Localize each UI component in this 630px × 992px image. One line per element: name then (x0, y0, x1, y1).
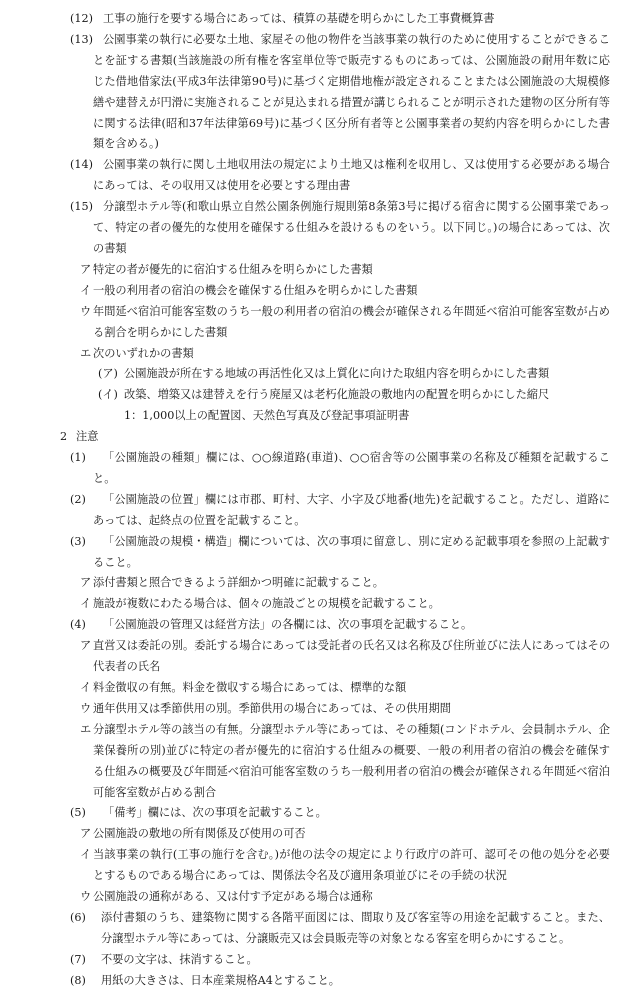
katakana-marker: エ (80, 346, 92, 360)
item-15-u (0, 302, 610, 344)
note-5-a (0, 824, 610, 845)
note-2 (0, 490, 610, 532)
item-number: (15) (70, 200, 93, 214)
sub-item-text: 当該事業の執行(工事の施行を含む。)が他の法令の規定により行政庁の許可、認可その他の処分を必要とするものである場合にあっては、関係法令名及び適用条項並びにその手続の状況 (93, 848, 610, 883)
note-5-i (0, 845, 610, 887)
sub-item-text: 特定の者が優先的に宿泊する仕組みを明らかにした書類 (93, 262, 373, 276)
sub-item-text: 直営又は委託の別。委託する場合にあっては受託者の氏名又は名称及び住所並びに法人にあってはその代表者の氏名 (93, 639, 610, 674)
item-text: 公園事業の執行に必要な土地、家屋その他の物件を当該事業の執行のために使用することができることを証する書類(当該施設の所有権を客室単位等で販売するものにあっては、公園施設の耐用年数に応じた借地借家法(平成3年法律第90号)に基づく定期借地権が設定されることまたは公園施設の大規模修繕や建替えが円滑に実施されることが見込まれる措置が講じられることが明示された建物の区分所有等に関する法律(昭和37年法律第69号)に基づく区分所有者等と公園事業者の契約内容を明らかにした書類を含める。) (93, 32, 610, 151)
note-number: (8) (70, 973, 86, 987)
note-6 (0, 908, 610, 950)
katakana-marker: ア (80, 262, 92, 276)
katakana-marker: イ (80, 283, 92, 297)
notes-heading (0, 427, 610, 448)
sub-sub-item-text: 公園施設が所在する地域の再活性化又は上質化に向けた取組内容を明らかにした書類 (124, 367, 550, 381)
item-15-e-i-continuation: 1：1,000以上の配置図、天然色写真及び登記事項証明書 (124, 409, 410, 423)
note-5 (0, 803, 610, 824)
note-text: 「公園施設の管理又は経営方法」の各欄には、次の事項を記載すること。 (103, 618, 473, 632)
note-text: 「公園施設の規模・構造」欄については、次の事項に留意し、別に定める記載事項を参照の上記載すること。 (93, 534, 610, 569)
item-text: 公園事業の執行に関し土地収用法の規定により土地又は権利を収用し、又は使用する必要がある場合にあっては、その収用又は使用を必要とする理由書 (93, 158, 610, 193)
note-text: 用紙の大きさは、日本産業規格A4とすること。 (101, 973, 340, 987)
note-3-i (0, 594, 610, 615)
katakana-marker: ウ (80, 304, 92, 318)
note-number: (7) (70, 952, 86, 966)
item-13 (0, 30, 610, 155)
note-text: 添付書類のうち、建築物に関する各階平面図には、間取り及び客室等の用途を記載すること。また、分譲型ホテル等にあっては、分譲販売又は会員販売等の対象となる客室を明らかにすること。 (101, 910, 610, 945)
note-4-u (0, 699, 610, 720)
item-number: (14) (70, 158, 93, 172)
item-15-e (0, 344, 610, 365)
note-4-e (0, 720, 610, 804)
item-14 (0, 155, 610, 197)
note-text: 「備考」欄には、次の事項を記載すること。 (103, 806, 327, 820)
note-number: (5) (70, 806, 86, 820)
sub-item-text: 通年供用又は季節供用の別。季節供用の場合にあっては、その供用期間 (93, 701, 451, 715)
note-4-i (0, 678, 610, 699)
item-number: (12) (70, 12, 93, 25)
note-5-u (0, 887, 610, 908)
section-number: 2 (60, 430, 68, 444)
sub-item-text: 施設が複数にわたる場合は、個々の施設ごとの規模を記載すること。 (93, 597, 440, 611)
note-8 (0, 971, 610, 992)
sub-item-text: 分譲型ホテル等の該当の有無。分譲型ホテル等にあっては、その種類(コンドホテル、会員制ホテル、企業保養所の別)並びに特定の者が優先的に宿泊する仕組みの概要、一般の利用者の宿泊の機会を確保する仕組みの概要及び年間延べ宿泊可能客室数のうち一般利用者の宿泊の機会が確保される年間延べ宿泊可能客室数が占める割合 (93, 722, 610, 799)
section-title: 注意 (76, 430, 99, 444)
note-number: (4) (70, 618, 86, 632)
note-3-a (0, 573, 610, 594)
katakana-marker: エ (80, 722, 92, 736)
note-4 (0, 615, 610, 636)
item-12 (0, 9, 610, 30)
item-15-i (0, 281, 610, 302)
sub-item-text: 料金徴収の有無。料金を徴収する場合にあっては、標準的な額 (93, 681, 407, 694)
katakana-marker: イ (80, 681, 92, 694)
note-4-a (0, 636, 610, 678)
sub-sub-marker: (イ) (98, 388, 118, 402)
note-text: 不要の文字は、抹消すること。 (101, 952, 258, 966)
katakana-marker: イ (80, 597, 92, 611)
note-number: (2) (70, 492, 86, 506)
note-text: 「公園施設の位置」欄には市郡、町村、大字、小字及び地番(地先)を記載すること。ただし、道路にあっては、起終点の位置を記載すること。 (93, 492, 610, 527)
sub-sub-marker: (ア) (98, 367, 118, 381)
item-text: 工事の施行を要する場合にあっては、積算の基礎を明らかにした工事費概算書 (103, 12, 495, 25)
note-1 (0, 448, 610, 490)
note-number: (6) (70, 910, 86, 924)
item-number: (13) (70, 32, 93, 46)
sub-item-text: 次のいずれかの書類 (93, 346, 194, 360)
katakana-marker: ア (80, 576, 92, 590)
item-15-e-i (0, 385, 610, 406)
katakana-marker: イ (80, 848, 92, 862)
item-text: 分譲型ホテル等(和歌山県立自然公園条例施行規則第8条第3号に掲げる宿舎に関する公園事業であって、特定の者の優先的な使用を確保する仕組みを設けるものをいう。以下同じ。)の場合にあっては、次の書類 (93, 200, 610, 255)
sub-item-text: 公園施設の通称がある、又は付す予定がある場合は通称 (93, 890, 373, 904)
note-3 (0, 532, 610, 574)
sub-item-text: 添付書類と照合できるよう詳細かつ明確に記載すること。 (93, 576, 384, 590)
note-text: 「公園施設の種類」欄には、○○線道路(車道)、○○宿舎等の公園事業の名称及び種類を記載すること。 (93, 451, 610, 485)
katakana-marker: ア (80, 827, 92, 841)
item-15 (0, 197, 610, 260)
item-15-a (0, 260, 610, 281)
note-number: (1) (70, 451, 86, 465)
katakana-marker: ウ (80, 890, 92, 904)
note-number: (3) (70, 534, 86, 548)
item-15-e-a (0, 364, 610, 385)
sub-item-text: 年間延べ宿泊可能客室数のうち一般の利用者の宿泊の機会が確保される年間延べ宿泊可能客室数が占める割合を明らかにした書類 (93, 304, 610, 339)
sub-sub-item-text: 改築、増築又は建替えを行う廃屋又は老朽化施設の敷地内の配置を明らかにした縮尺 (124, 388, 550, 402)
katakana-marker: ウ (80, 701, 92, 715)
sub-item-text: 公園施設の敷地の所有関係及び使用の可否 (93, 827, 306, 841)
sub-item-text: 一般の利用者の宿泊の機会を確保する仕組みを明らかにした書類 (93, 283, 418, 297)
katakana-marker: ア (80, 639, 92, 653)
note-7 (0, 950, 610, 971)
